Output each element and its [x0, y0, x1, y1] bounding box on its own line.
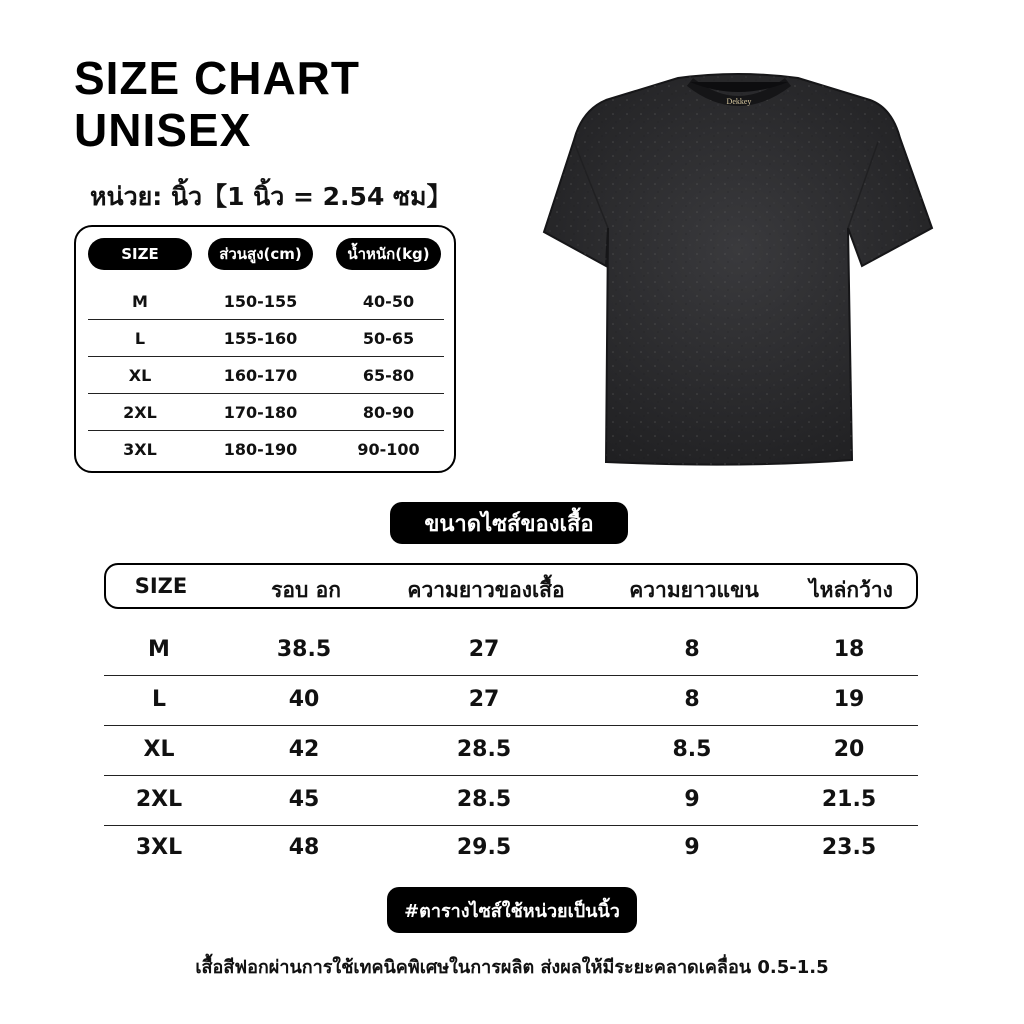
table1-cell-weight: 80-90	[362, 403, 415, 422]
table2-cell-length: 27	[468, 687, 500, 712]
table-row	[88, 356, 444, 394]
table1-header-size: SIZE	[88, 238, 192, 270]
table-row	[104, 625, 918, 676]
table1-cell-weight: 65-80	[362, 366, 415, 385]
table2-header-size: SIZE	[134, 574, 188, 598]
table1-cell-height: 180-190	[223, 440, 298, 459]
table2-cell-shoulder: 23.5	[821, 835, 877, 860]
table-row	[104, 775, 918, 826]
table2-cell-sleeve: 8	[684, 687, 700, 712]
table1-header-height: ส่วนสูง(cm)	[208, 238, 313, 270]
table-row	[104, 823, 918, 873]
table1-cell-height: 160-170	[223, 366, 298, 385]
table2-header-chest: รอบ อก	[271, 578, 341, 602]
table1-cell-height: 155-160	[223, 329, 298, 348]
table1-cell-size: L	[134, 329, 146, 348]
table1-cell-size: XL	[128, 366, 152, 385]
table2-cell-chest: 40	[288, 687, 320, 712]
page-title	[74, 52, 360, 156]
table1-cell-size: 3XL	[123, 440, 157, 459]
unit-note: หน่วย: นิ้ว【1 นิ้ว = 2.54 ซม】	[90, 182, 452, 211]
table1-cell-weight: 90-100	[357, 440, 420, 459]
table2-cell-length: 28.5	[456, 737, 512, 762]
table1-cell-size: 2XL	[123, 403, 157, 422]
table-row	[88, 319, 444, 357]
table2-cell-sleeve: 8	[684, 637, 700, 662]
table2-cell-shoulder: 20	[833, 737, 865, 762]
table1-cell-height: 170-180	[223, 403, 298, 422]
tshirt-image	[540, 68, 936, 472]
tshirt-icon	[540, 68, 936, 468]
table2-cell-length: 28.5	[456, 787, 512, 812]
table1-cell-size: M	[132, 292, 148, 311]
table2-header-shoulder: ไหล่กว้าง	[809, 578, 893, 602]
table2-cell-size: 2XL	[135, 787, 183, 812]
table-row	[88, 430, 444, 467]
title-line-2: UNISEX	[74, 104, 252, 156]
table1-cell-weight: 50-65	[362, 329, 415, 348]
table2-header-sleeve: ความยาวแขน	[629, 578, 759, 602]
table2-cell-size: XL	[143, 737, 175, 762]
table2-cell-size: M	[148, 637, 170, 662]
table2-cell-chest: 42	[288, 737, 320, 762]
bottom-note: เสื้อสีฟอกผ่านการใช้เทคนิคพิเศษในการผลิต ส่งผลให้มีระยะคลาดเคลื่อน 0.5-1.5	[195, 957, 829, 978]
table2-cell-shoulder: 18	[833, 637, 865, 662]
table1-cell-height: 150-155	[223, 292, 298, 311]
table2-cell-chest: 45	[288, 787, 320, 812]
table2-cell-length: 29.5	[456, 835, 512, 860]
table2-cell-sleeve: 9	[684, 787, 700, 812]
table2-cell-sleeve: 9	[684, 835, 700, 860]
table2-cell-shoulder: 19	[833, 687, 865, 712]
table-row	[104, 725, 918, 776]
table2-cell-chest: 38.5	[276, 637, 332, 662]
unit-hashtag: #ตารางไซส์ใช้หน่วยเป็นนิ้ว	[387, 887, 637, 933]
table-row	[88, 282, 444, 320]
table2-cell-chest: 48	[288, 835, 320, 860]
brand-label: Dekkey	[726, 97, 752, 106]
table2-cell-size: L	[151, 687, 167, 712]
table1-cell-weight: 40-50	[362, 292, 415, 311]
body-size-table	[74, 225, 456, 473]
table2-cell-length: 27	[468, 637, 500, 662]
table-row	[104, 675, 918, 726]
table2-cell-shoulder: 21.5	[821, 787, 877, 812]
table-row	[88, 393, 444, 431]
table1-header-weight: น้ำหนัก(kg)	[336, 238, 441, 270]
table2-cell-size: 3XL	[135, 835, 183, 860]
table2-cell-sleeve: 8.5	[672, 737, 712, 762]
section-heading: ขนาดไซส์ของเสื้อ	[390, 502, 628, 544]
title-line-1: SIZE CHART	[74, 52, 360, 104]
table2-header	[104, 563, 918, 609]
table2-header-length: ความยาวของเสื้อ	[407, 578, 565, 602]
